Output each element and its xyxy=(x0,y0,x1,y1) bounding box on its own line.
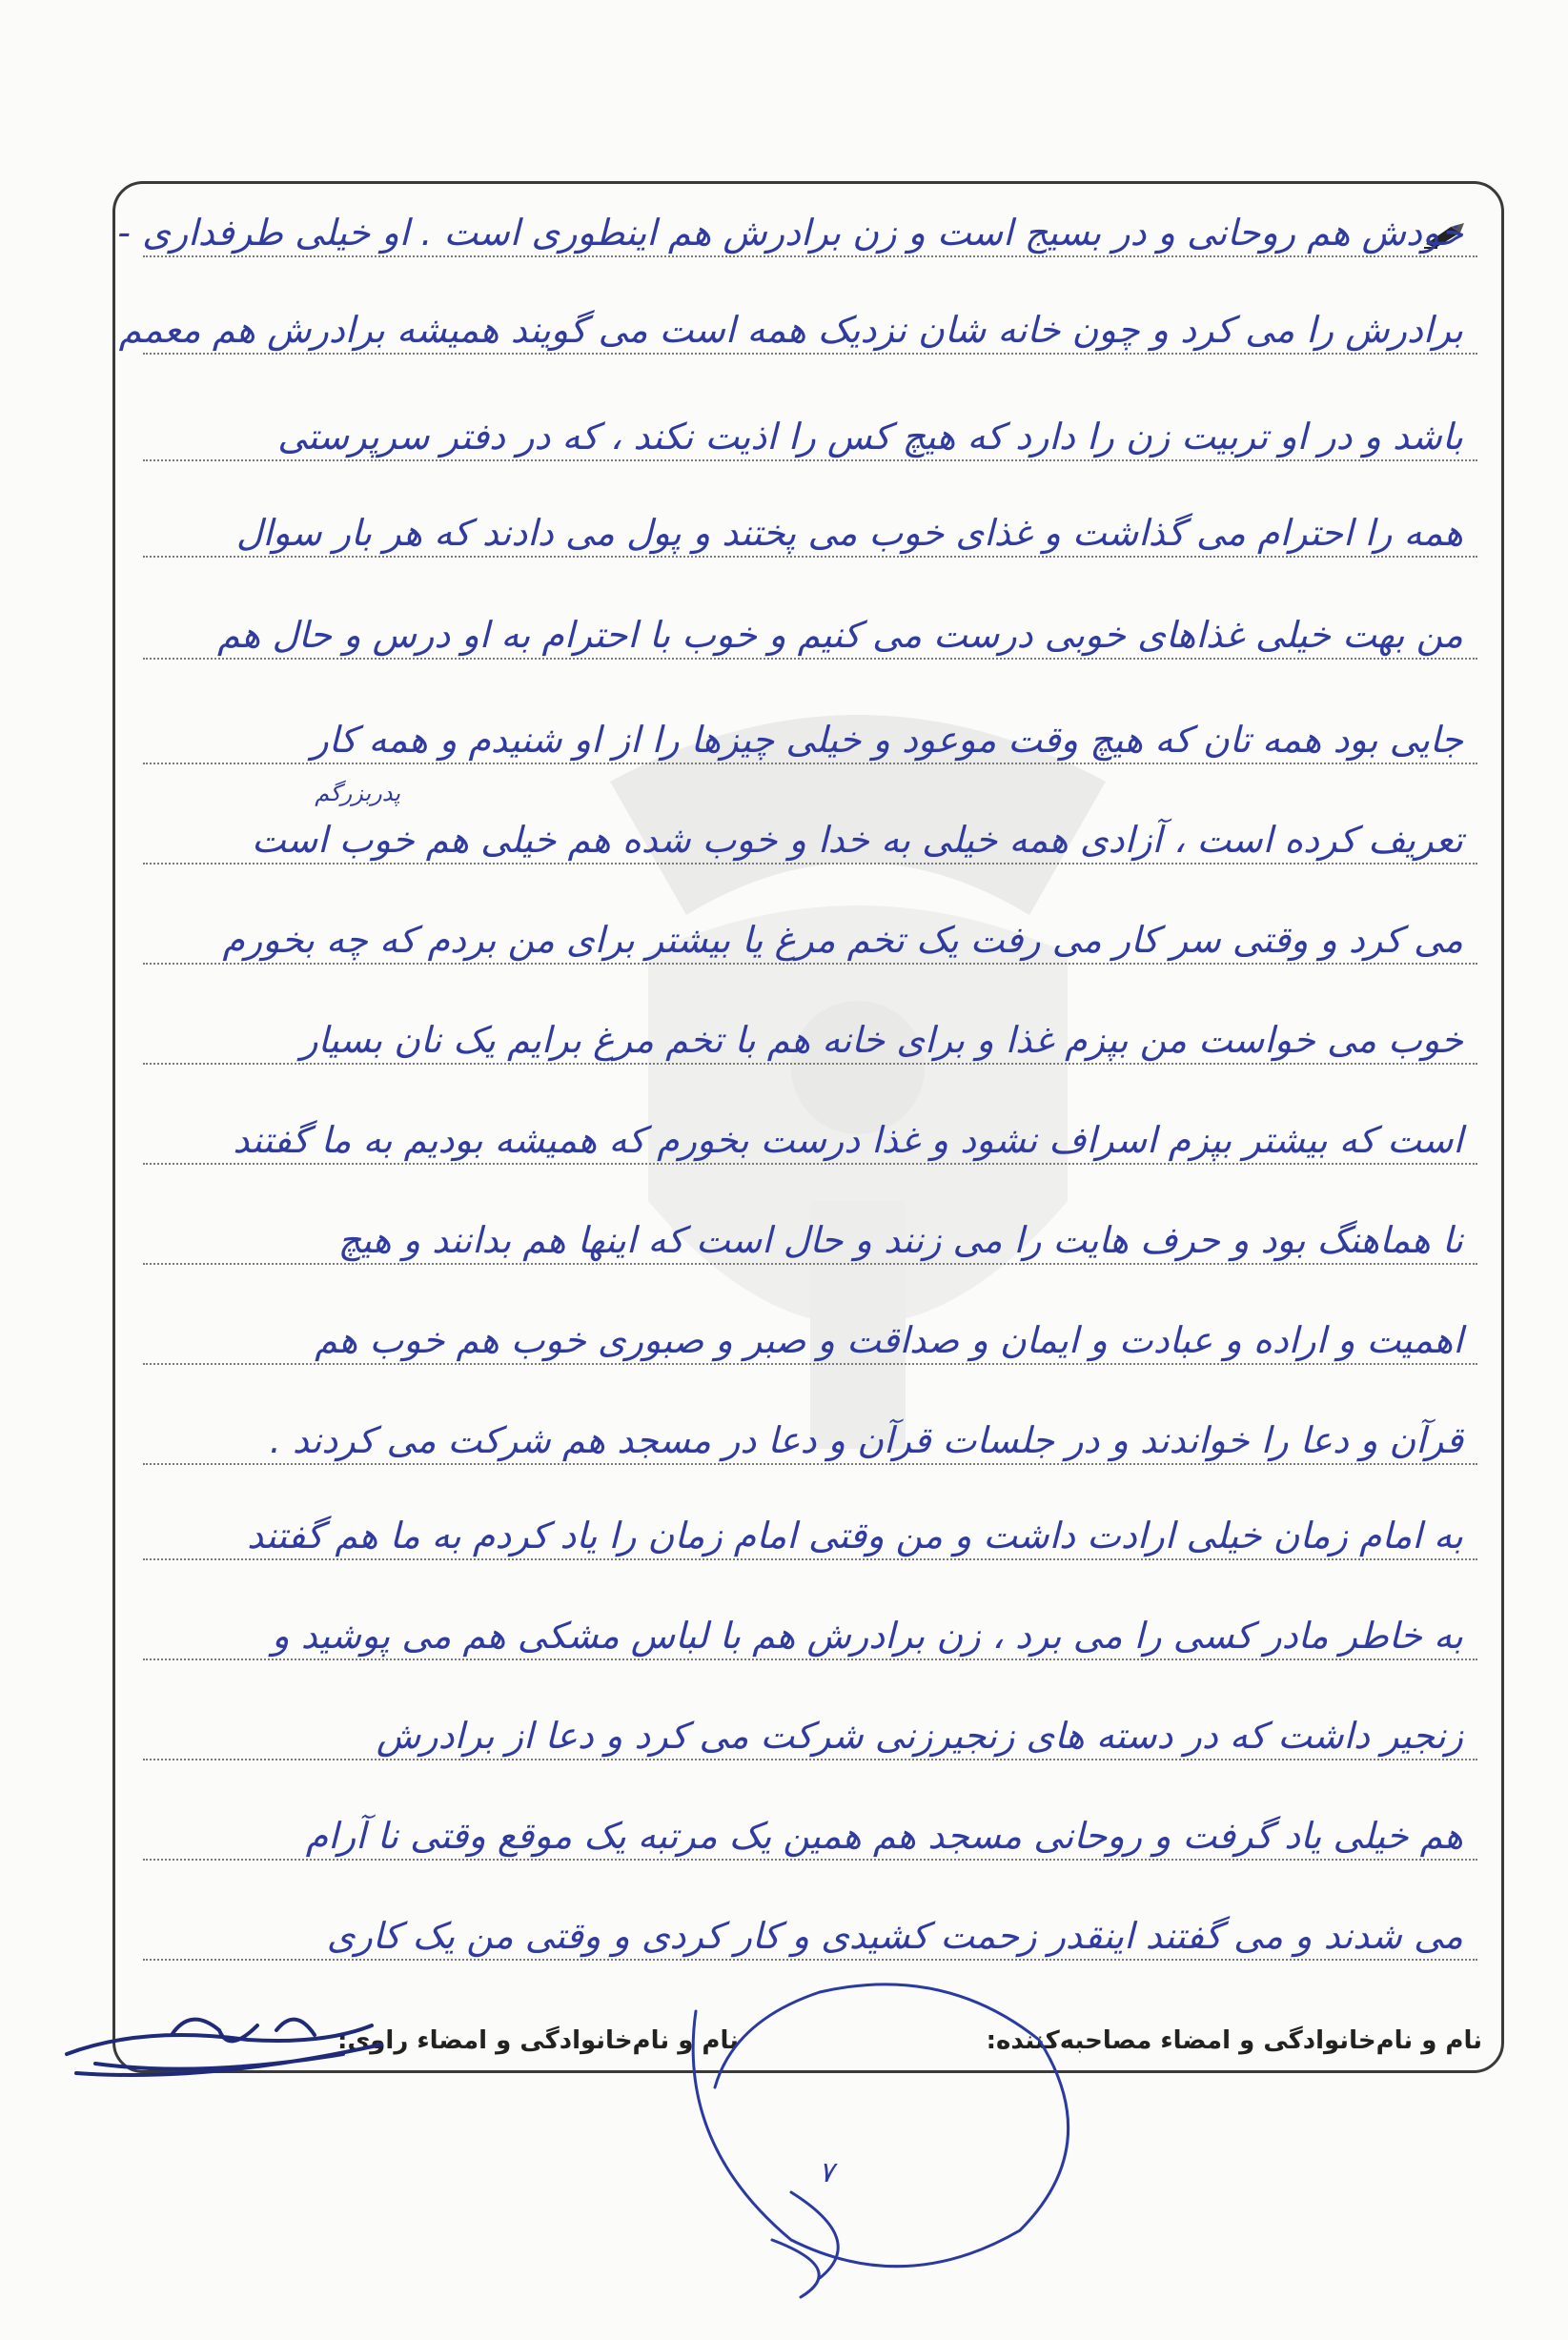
ruled-line xyxy=(143,556,1477,558)
handwritten-line: هم خیلی یاد گرفت و روحانی مسجد هم همین یک مرتبه یک موقع وقتی نا آرام xyxy=(305,1815,1463,1857)
handwritten-line: نا هماهنگ بود و حرف هایت را می زنند و حال است که اینها هم بدانند و هیچ xyxy=(337,1219,1463,1261)
handwritten-line: خودش هم روحانی و در بسیج است و زن برادرش هم اینطوری است . او خیلی طرفداری - xyxy=(117,212,1463,254)
handwritten-line: است که بیشتر بپزم اسراف نشود و غذا درست بخورم که همیشه بودیم به ما گفتند xyxy=(233,1119,1463,1161)
handwritten-line: به امام زمان خیلی ارادت داشت و من وقتی امام زمان را یاد کردم به ما هم گفتند xyxy=(247,1515,1463,1557)
ruled-line xyxy=(143,1859,1477,1861)
ruled-line xyxy=(143,1759,1477,1760)
interviewer-signature-label: نام و نام‌خانوادگی و امضاء مصاحبه‌کننده: xyxy=(986,2026,1482,2055)
handwritten-line: من بهت خیلی غذاهای خوبی درست می کنیم و خوب با احترام به او درس و حال هم xyxy=(217,614,1463,656)
handwritten-line: اهمیت و اراده و عبادت و ایمان و صداقت و صبر و صبوری خوب هم خوب هم xyxy=(315,1319,1463,1361)
ruled-line xyxy=(143,459,1477,461)
ruled-line xyxy=(143,1658,1477,1660)
handwritten-line: به خاطر مادر کسی را می برد ، زن برادرش هم با لباس مشکی هم می پوشید و xyxy=(272,1615,1463,1657)
handwritten-line: برادرش را می کرد و چون خانه شان نزدیک همه است می گویند همیشه برادرش هم معمم xyxy=(118,309,1463,351)
handwritten-line: می کرد و وقتی سر کار می رفت یک تخم مرغ یا بیشتر برای من بردم که چه بخورم xyxy=(222,919,1463,961)
ruled-line xyxy=(143,353,1477,355)
ruled-line xyxy=(143,1463,1477,1465)
ruled-line xyxy=(143,1558,1477,1560)
narrator-signature xyxy=(57,1987,400,2092)
handwritten-line: زنجیر داشت که در دسته های زنجیرزنی شرکت می کرد و دعا از برادرش xyxy=(376,1715,1463,1757)
handwritten-line: همه را احترام می گذاشت و غذای خوب می پختند و پول می دادند که هر بار سوال xyxy=(235,512,1463,554)
ruled-line xyxy=(143,1163,1477,1165)
handwritten-line: تعریف کرده است ، آزادی همه خیلی به خدا و خوب شده هم خیلی هم خوب است xyxy=(252,819,1463,861)
ruled-line xyxy=(143,963,1477,965)
handwritten-line: خوب می خواست من بپزم غذا و برای خانه هم با تخم مرغ برایم یک نان بسیار xyxy=(300,1019,1463,1061)
ruled-line xyxy=(143,658,1477,660)
ruled-line xyxy=(143,1063,1477,1065)
interviewer-signature xyxy=(658,1954,1115,2316)
ruled-line xyxy=(143,763,1477,764)
ruled-line xyxy=(143,1263,1477,1265)
handwritten-line: باشد و در او تربیت زن را دارد که هیچ کس را اذیت نکند ، که در دفتر سرپرستی xyxy=(277,416,1463,458)
handwritten-line: جایی بود همه تان که هیچ وقت موعود و خیلی چیزها را از او شنیدم و همه کار xyxy=(311,719,1463,761)
narrator-signature-label: نام و نام‌خانوادگی و امضاء راوی: xyxy=(337,2026,739,2055)
ruled-line xyxy=(143,863,1477,865)
ruled-line xyxy=(143,1363,1477,1365)
handwritten-line: قرآن و دعا را خواندند و در جلسات قرآن و دعا در مسجد هم شرکت می کردند . xyxy=(269,1419,1463,1461)
page-number: ۷ xyxy=(818,2156,834,2189)
handwritten-line: می شدند و می گفتند اینقدر زحمت کشیدی و کار کردی و وقتی من یک کاری xyxy=(326,1915,1463,1957)
ruled-line xyxy=(143,255,1477,257)
interlinear-note: پدربزرگم xyxy=(315,780,400,806)
